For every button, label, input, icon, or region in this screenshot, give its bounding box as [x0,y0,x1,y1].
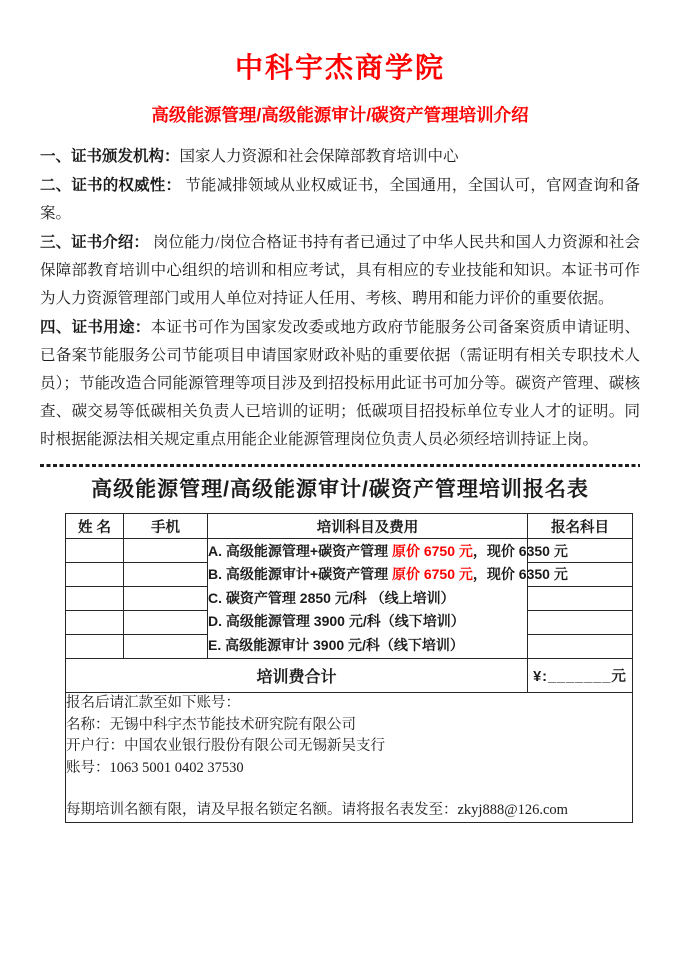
enrollment-form-title: 高级能源管理/高级能源审计/碳资产管理培训报名表 [91,478,589,501]
intro-label-4: 四、证书用途： [40,319,151,336]
intro-paragraph-2 [40,172,640,228]
intro-section [40,143,640,454]
intro-paragraph-3 [40,229,640,313]
phone-input-cell[interactable] [124,539,208,563]
course-option-e [208,634,527,658]
name-input-cell[interactable] [66,587,124,611]
table-header-row [66,514,633,539]
dashed-separator [40,464,640,467]
payment-account-name: 名称：无锡中科宇杰节能技术研究院有限公司 [66,716,356,733]
course-a-current-price: ，现价 6350 元 [472,542,568,559]
course-b-text: B. 高级能源审计+碳资产管理 [208,566,392,583]
intro-label-3: 三、证书介绍： [40,234,150,251]
enrollment-note: 每期培训名额有限，请及早报名锁定名额。请将报名表发至：zkyj888@126.com [66,802,568,818]
course-option-b [208,563,568,587]
table-row [66,539,633,563]
course-e-text: E. 高级能源审计 3900 元/科（线下培训） [208,636,464,653]
total-fee-label: 培训费合计 [66,659,528,693]
name-input-cell[interactable] [66,611,124,635]
header-subject: 报名科目 [528,514,633,539]
intro-text-3: 岗位能力/岗位合格证书持有者已通过了中华人民共和国人力资源和社会保障部教育培训中心组织的培训和相应考试，具有相应的专业技能和知识。本证书可作为人力资源管理部门或用人单位对持证人任用、考核、聘用和能力评价的重要依据。 [40,234,640,307]
course-c-text: C. 碳资产管理 2850 元/科 （线上培训） [208,589,455,606]
subject-input-cell[interactable] [528,635,633,659]
intro-text-1: 国家人力资源和社会保障部教育培训中心 [179,148,459,165]
phone-input-cell[interactable] [124,587,208,611]
page-title: 中科宇杰商学院 [234,53,445,84]
page-subtitle: 高级能源管理/高级能源审计/碳资产管理培训介绍 [151,105,529,125]
course-b-original-price: 原价 6750 元 [391,566,473,583]
course-b-current-price: ，现价 6350 元 [472,566,568,583]
course-option-d [208,610,527,634]
phone-input-cell[interactable] [124,611,208,635]
intro-paragraph-1 [40,143,640,171]
intro-label-1: 一、证书颁发机构： [40,148,180,165]
intro-label-2: 二、证书的权威性： [40,177,182,194]
payment-bank: 开户行：中国农业银行股份有限公司无锡新吴支行 [66,738,385,754]
header-phone: 手机 [124,514,208,539]
course-a-text: A. 高级能源管理+碳资产管理 [208,542,392,559]
name-input-cell[interactable] [66,539,124,563]
enrollment-table [65,513,633,823]
total-row [66,659,633,693]
subject-input-cell[interactable] [528,611,633,635]
phone-input-cell[interactable] [124,635,208,659]
course-option-c [208,587,527,611]
course-a-original-price: 原价 6750 元 [391,542,473,559]
subject-input-cell[interactable] [528,587,633,611]
payment-account-number: 账号：1063 5001 0402 37530 [66,759,244,776]
course-options-cell [208,539,568,659]
name-input-cell[interactable] [66,563,124,587]
course-d-text: D. 高级能源管理 3900 元/科（线下培训） [208,613,465,630]
header-courses: 培训科目及费用 [208,514,528,539]
course-option-a [208,540,568,564]
phone-input-cell[interactable] [124,563,208,587]
intro-paragraph-4 [40,314,640,454]
name-input-cell[interactable] [66,635,124,659]
payment-intro: 报名后请汇款至如下账号： [66,695,240,711]
payment-info-cell [66,693,633,823]
total-fee-input[interactable]: ¥:_______元 [528,659,633,693]
intro-text-2: 节能减排领域从业权威证书，全国通用，全国认可，官网查询和备案。 [40,177,640,222]
intro-text-4: 本证书可作为国家发改委或地方政府节能服务公司备案资质申请证明、已备案节能服务公司节能项目申请国家财政补贴的重要依据（需证明有相关专职技术人员）；节能改造合同能源管理等项目涉及到招投标用此证书可加分等。碳资产管理、碳核查、碳交易等低碳相关负责人已培训的证明；低碳项目招投标单位专业人才的证明。同时根据能源法相关规定重点用能企业能源管理岗位负责人员必须经培训持证上岗。 [40,319,640,448]
payment-info-row [66,693,633,823]
header-name: 姓 名 [66,514,124,539]
